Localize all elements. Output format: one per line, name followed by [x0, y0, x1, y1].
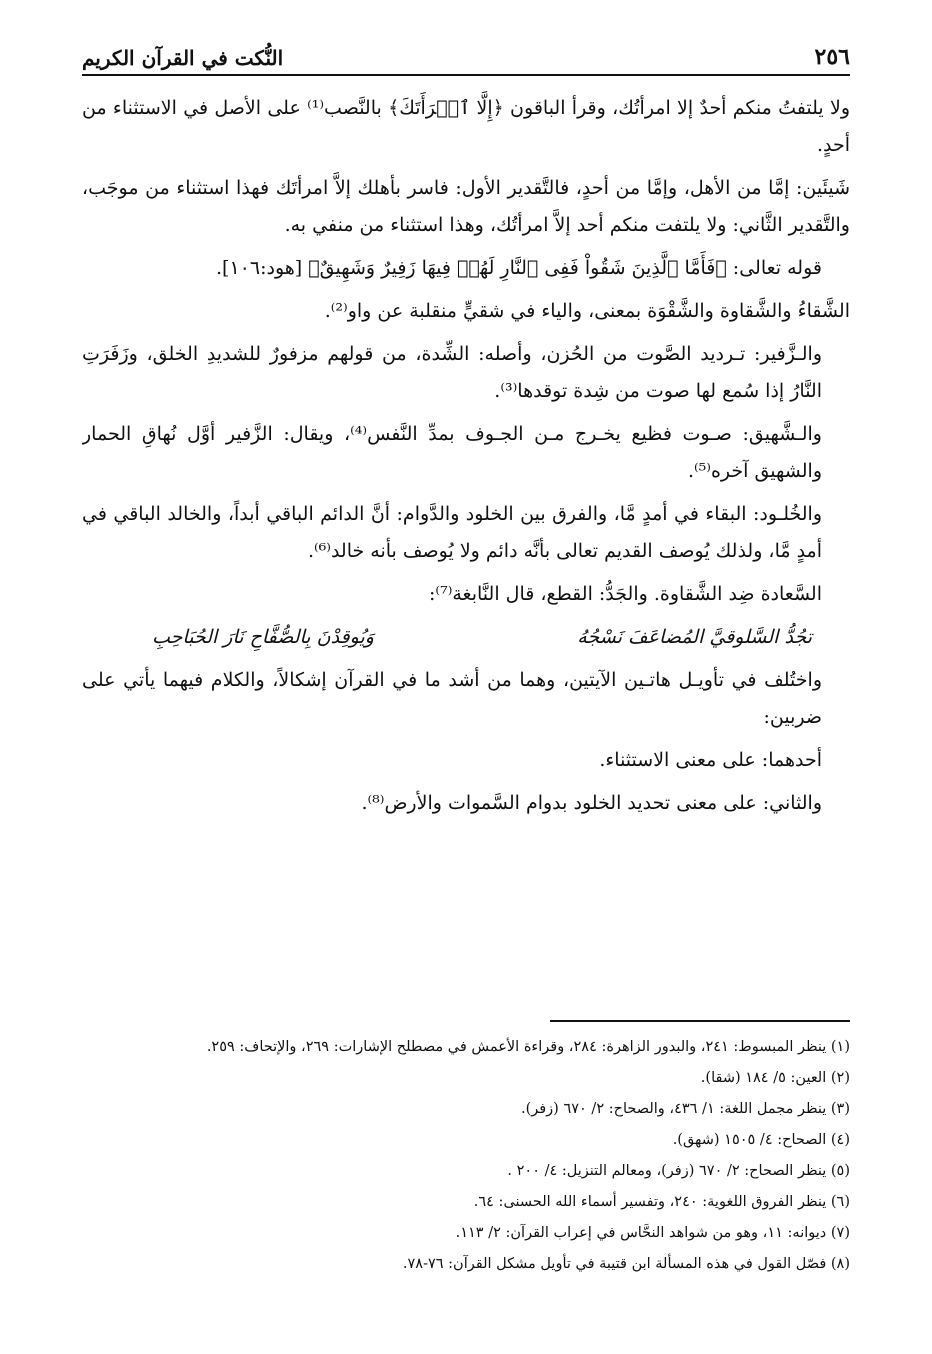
paragraph: شَيئَين: إمَّا من الأهل، وإمَّا من أحدٍ، فالتَّقدير الأول: فاسر بأهلك إلاَّ امرأتَك فهذا استثناء من موجَب، والتَّقدير الثَّاني: ولا يلتفت منكم أحد إلاَّ امرأتُك، وهذا استثناء من منفي به. [82, 177, 850, 236]
footnote: (٣) ينظر مجمل اللغة: ١/ ٤٣٦، والصحاح: ٢/ ٦٧٠ (زفر). [520, 1101, 850, 1117]
paragraph: والـشَّهيق: صـوت فظيع يخـرج مـن الجـوف بمدِّ النَّفس⁽⁴⁾، ويقال: الزَّفير أوَّل نُهاقِ الحمار والشهيق آخره⁽⁵⁾. [82, 423, 822, 482]
paragraph: أحدهما: على معنى الاستثناء. [599, 749, 822, 771]
paragraph: واختُلف في تأويـل هاتـين الآيتين، وهما من أشد ما في القرآن إشكالاً، والكلام فيهما يأتي على ضربين: [82, 669, 822, 728]
paragraph: الشَّقاءُ والشَّقاوة والشَّقْوَة بمعنى، والياء في شقيٍّ منقلبة عن واو⁽²⁾. [324, 300, 850, 322]
footnote-separator [550, 1020, 850, 1022]
footnote: (٤) الصحاح: ٤/ ١٥٠٥ (شهق). [672, 1132, 850, 1148]
paragraph: ولا يلتفتُ منكم أحدٌ إلا امرأتُك، وقرأ الباقون ﴿إِلَّا ٱمۡرَأَتَكَ﴾ بالنَّصب⁽¹⁾ على الأصل في الاستثناء من أحدٍ. [82, 97, 850, 156]
running-title: النُّكت في القرآن الكريم [82, 46, 284, 70]
footnote: (٢) العين: ٥/ ١٨٤ (شقا). [700, 1070, 850, 1086]
verse-hemistich-second: وَيُوقِدْنَ بِالصُّفَّاحِ نَارَ الحُبَاحِبِ [152, 626, 374, 648]
paragraph: قوله تعالى: ﴿فَأَمَّا ٱلَّذِينَ شَقُواْ فَفِى ٱلنَّارِ لَهُمۡ فِيهَا زَفِيرٌ وَشَهِيقٌ﴾ [هود:١٠٦]. [216, 257, 822, 279]
main-text [82, 90, 850, 990]
footnote: (٦) ينظر الفروق اللغوية: ٢٤٠، وتفسير أسماء الله الحسنى: ٦٤. [473, 1194, 850, 1210]
page-header [82, 34, 850, 76]
verse-hemistich-first: تجُدُّ السَّلوقيَّ المُضاعَفَ نَسْجُهُ [577, 626, 812, 648]
footnote: (١) ينظر المبسوط: ٢٤١، والبدور الزاهرة: ٢٨٤، وقراءة الأعمش في مصطلح الإشارات: ٢٦٩، والإتحاف: ٢٥٩. [206, 1039, 850, 1055]
footnote: (٧) ديوانه: ١١، وهو من شواهد النحَّاس في إعراب القرآن: ٢/ ١١٣. [455, 1225, 850, 1241]
paragraph: السَّعادة ضِد الشَّقاوة. والجَدُّ: القطع، قال النَّابغة⁽⁷⁾: [429, 583, 822, 605]
footnotes [82, 1032, 850, 1302]
page-number: ٢٥٦ [814, 44, 850, 70]
paragraph: والـزَّفير: تـرديد الصَّوت من الحُزن، وأصله: الشِّدة، من قولهم مزفورٌ للشديدِ الخلق، وزَفَرَتِ النَّارُ إذا سُمع لها صوت من شِدة توقدها⁽³⁾. [82, 343, 822, 402]
footnote: (٨) فصّل القول في هذه المسألة ابن قتيبة في تأويل مشكل القرآن: ٧٦-٧٨. [402, 1256, 850, 1272]
paragraph: والخُلـود: البقاء في أمدٍ مَّا، والفرق بين الخلود والدَّوام: أنَّ الدائم الباقي أبداً، والخالد الباقي في أمدٍ مَّا، ولذلك يُوصف القديم تعالى بأنَّه دائم ولا يُوصف بأنه خالد⁽⁶⁾. [82, 503, 822, 562]
poetry-verse [82, 619, 850, 656]
paragraph: والثاني: على معنى تحديد الخلود بدوام السَّموات والأرض⁽⁸⁾. [361, 792, 822, 814]
footnote: (٥) ينظر الصحاح: ٢/ ٦٧٠ (زفر)، ومعالم التنزيل: ٤/ ٢٠٠ . [507, 1163, 850, 1179]
